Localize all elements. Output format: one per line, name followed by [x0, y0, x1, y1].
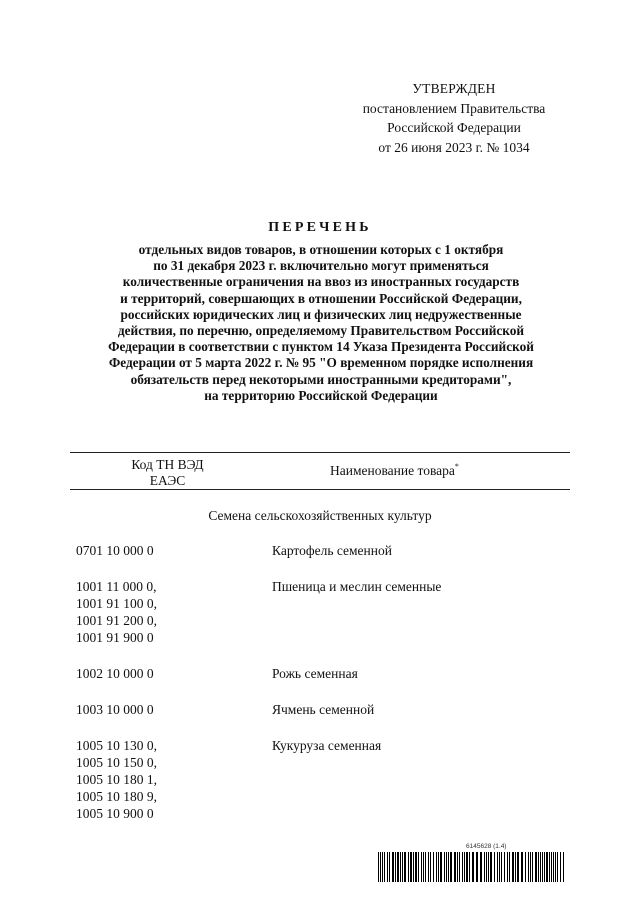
row-codes — [76, 665, 272, 682]
approval-line: постановлением Правительства — [362, 100, 546, 116]
hs-code: 1002 10 000 0 — [76, 666, 154, 681]
subtitle-line: российских юридических лиц и физических лиц недружественные — [120, 306, 522, 322]
row-name: Рожь семенная — [272, 666, 358, 681]
subtitle-line: и территорий, совершающих в отношении Российской Федерации, — [120, 290, 522, 306]
hs-code: 0701 10 000 0 — [76, 543, 154, 558]
hs-code: 1001 91 900 0 — [76, 630, 154, 645]
row-codes — [76, 542, 272, 559]
row-name: Картофель семенной — [272, 543, 392, 558]
subtitle-line: Федерации от 5 марта 2022 г. № 95 "О временном порядке исполнения — [108, 355, 534, 371]
table-row — [76, 578, 576, 646]
approval-line: Российской Федерации — [387, 120, 521, 135]
row-codes — [76, 737, 272, 822]
row-codes — [76, 701, 272, 718]
subtitle-line: Федерации в соответствии с пунктом 14 Указа Президента Российской — [108, 339, 534, 355]
barcode-icon — [378, 852, 568, 882]
approval-block — [342, 79, 566, 157]
subtitle-line: отдельных видов товаров, в отношении которых с 1 октября — [138, 242, 504, 257]
row-name: Кукуруза семенная — [272, 738, 382, 753]
column-header-code — [95, 457, 240, 489]
table-top-rule — [70, 452, 570, 453]
subtitle-line: на территорию Российской Федерации — [204, 387, 438, 403]
hs-code: 1001 11 000 0, — [76, 579, 157, 594]
row-name: Пшеница и меслин семенные — [272, 579, 442, 594]
hs-code: 1001 91 100 0, — [76, 596, 157, 611]
column-header-name — [330, 462, 459, 479]
row-codes — [76, 578, 272, 646]
hs-code: 1005 10 900 0 — [76, 806, 154, 821]
column-header-code-line: ЕАЭС — [149, 473, 186, 488]
hs-code: 1005 10 180 1, — [76, 772, 157, 787]
table-row — [76, 542, 576, 559]
column-header-name-text: Наименование товара — [330, 463, 455, 478]
approval-stamp: УТВЕРЖДЕН — [412, 81, 496, 96]
document-subtitle — [80, 242, 562, 404]
row-name: Ячмень семенной — [272, 702, 375, 717]
hs-code: 1005 10 130 0, — [76, 738, 157, 753]
approval-line: от 26 июня 2023 г. № 1034 — [378, 139, 530, 155]
hs-code: 1003 10 000 0 — [76, 702, 154, 717]
document-title: ПЕРЕЧЕНЬ — [268, 220, 372, 235]
subtitle-line: по 31 декабря 2023 г. включительно могут применяться — [153, 258, 489, 274]
barcode-number: 6145628 (1.4) — [466, 843, 507, 850]
hs-code: 1005 10 180 9, — [76, 789, 157, 804]
subtitle-line: обязательств перед некоторыми иностранными кредиторами", — [130, 371, 512, 387]
goods-table — [76, 542, 576, 822]
column-header-code-line: Код ТН ВЭД — [131, 457, 204, 472]
subtitle-line: количественные ограничения на ввоз из иностранных государств — [122, 274, 520, 290]
hs-code: 1001 91 200 0, — [76, 613, 157, 628]
hs-code: 1005 10 150 0, — [76, 755, 157, 770]
footnote-mark: * — [454, 462, 459, 471]
table-row — [76, 737, 576, 822]
table-header-rule — [70, 489, 570, 490]
subtitle-line: действия, по перечню, определяемому Правительством Российской — [117, 323, 525, 339]
table-row — [76, 665, 576, 682]
section-heading: Семена сельскохозяйственных культур — [208, 508, 432, 523]
table-row — [76, 701, 576, 718]
